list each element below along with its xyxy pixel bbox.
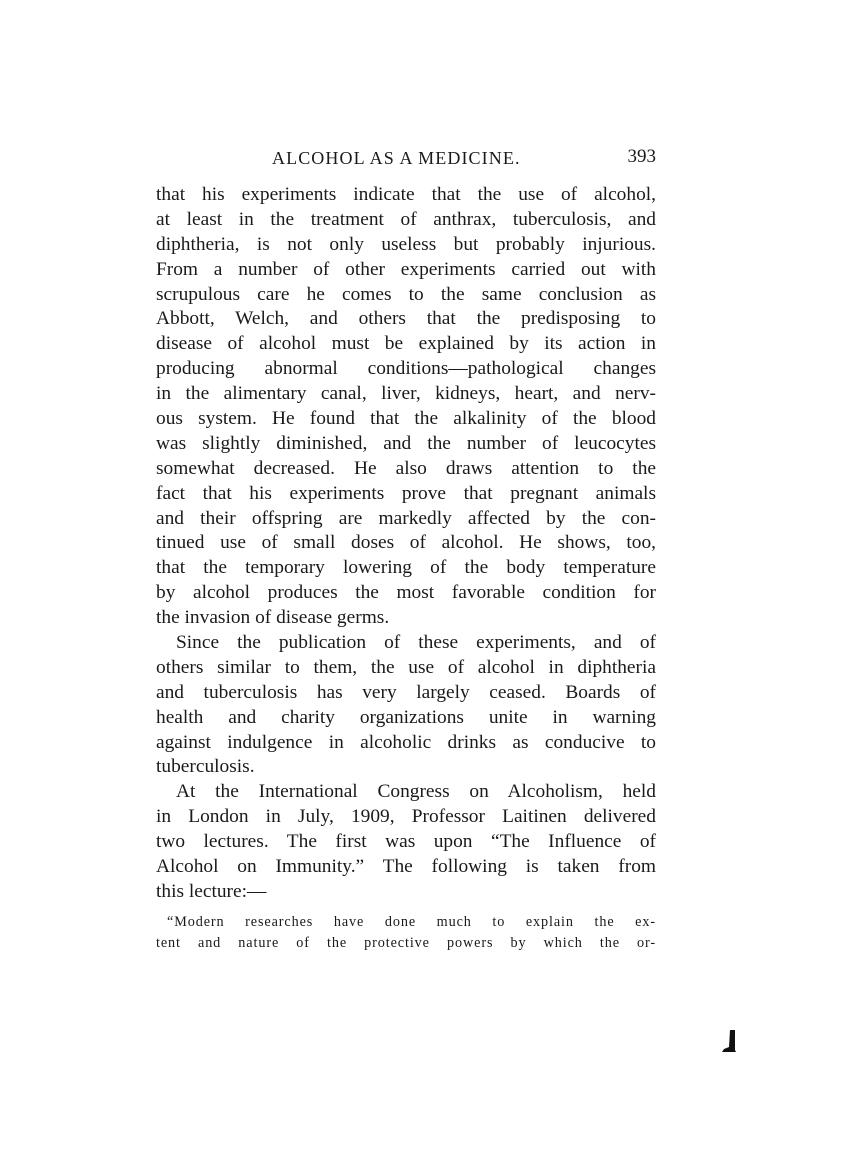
running-title: ALCOHOL AS A MEDICINE. — [272, 148, 521, 168]
text-line: At the International Congress on Alcoholism, held — [176, 781, 656, 803]
text-line: health and charity organizations unite in warning — [156, 706, 656, 728]
text-line: was slightly diminished, and the number of leucocytes — [156, 432, 656, 454]
block-quote — [156, 912, 656, 954]
text-line: producing abnormal conditions—pathological changes — [156, 358, 656, 380]
text-line: against indulgence in alcoholic drinks as conducive to — [156, 731, 656, 753]
text-line: scrupulous care he comes to the same conclusion as — [156, 283, 656, 305]
text-line: others similar to them, the use of alcohol in diphtheria — [156, 656, 656, 678]
text-line: From a number of other experiments carried out with — [156, 258, 656, 280]
text-line: fact that his experiments prove that pregnant animals — [156, 482, 656, 504]
quote-line: “Modern researches have done much to explain the ex- — [167, 914, 656, 930]
page-number: 393 — [627, 146, 656, 167]
text-line: in London in July, 1909, Professor Laitinen delivered — [156, 806, 656, 828]
text-line: at least in the treatment of anthrax, tuberculosis, and — [156, 208, 656, 230]
text-line: and their offspring are markedly affected by the con- — [156, 507, 656, 529]
text-line: Alcohol on Immunity.” The following is taken from — [156, 856, 656, 878]
text-line: somewhat decreased. He also draws attention to the — [156, 457, 656, 479]
text-line: tuberculosis. — [156, 756, 255, 778]
text-line: and tuberculosis has very largely ceased. Boards of — [156, 681, 656, 703]
scan-artifact-mark — [722, 1030, 736, 1052]
text-line: that his experiments indicate that the use of alcohol, — [156, 184, 656, 205]
quote-line: tent and nature of the protective powers by which the or- — [156, 935, 656, 951]
text-line: in the alimentary canal, liver, kidneys, heart, and nerv- — [156, 383, 656, 405]
text-line: Abbott, Welch, and others that the predisposing to — [156, 308, 656, 330]
text-line: this lecture:— — [156, 880, 267, 902]
body-text — [156, 183, 656, 905]
text-line: two lectures. The first was upon “The Influence of — [156, 831, 656, 853]
text-line: the invasion of disease germs. — [156, 607, 390, 629]
text-line: Since the publication of these experiments, and of — [176, 632, 656, 654]
text-line: ous system. He found that the alkalinity of the blood — [156, 408, 656, 430]
text-line: by alcohol produces the most favorable condition for — [156, 582, 656, 604]
text-line: that the temporary lowering of the body temperature — [156, 557, 656, 579]
text-line: diphtheria, is not only useless but probably injurious. — [156, 233, 656, 255]
running-head — [156, 146, 656, 172]
text-line: disease of alcohol must be explained by its action in — [156, 333, 656, 355]
text-line: tinued use of small doses of alcohol. He shows, too, — [156, 532, 656, 554]
